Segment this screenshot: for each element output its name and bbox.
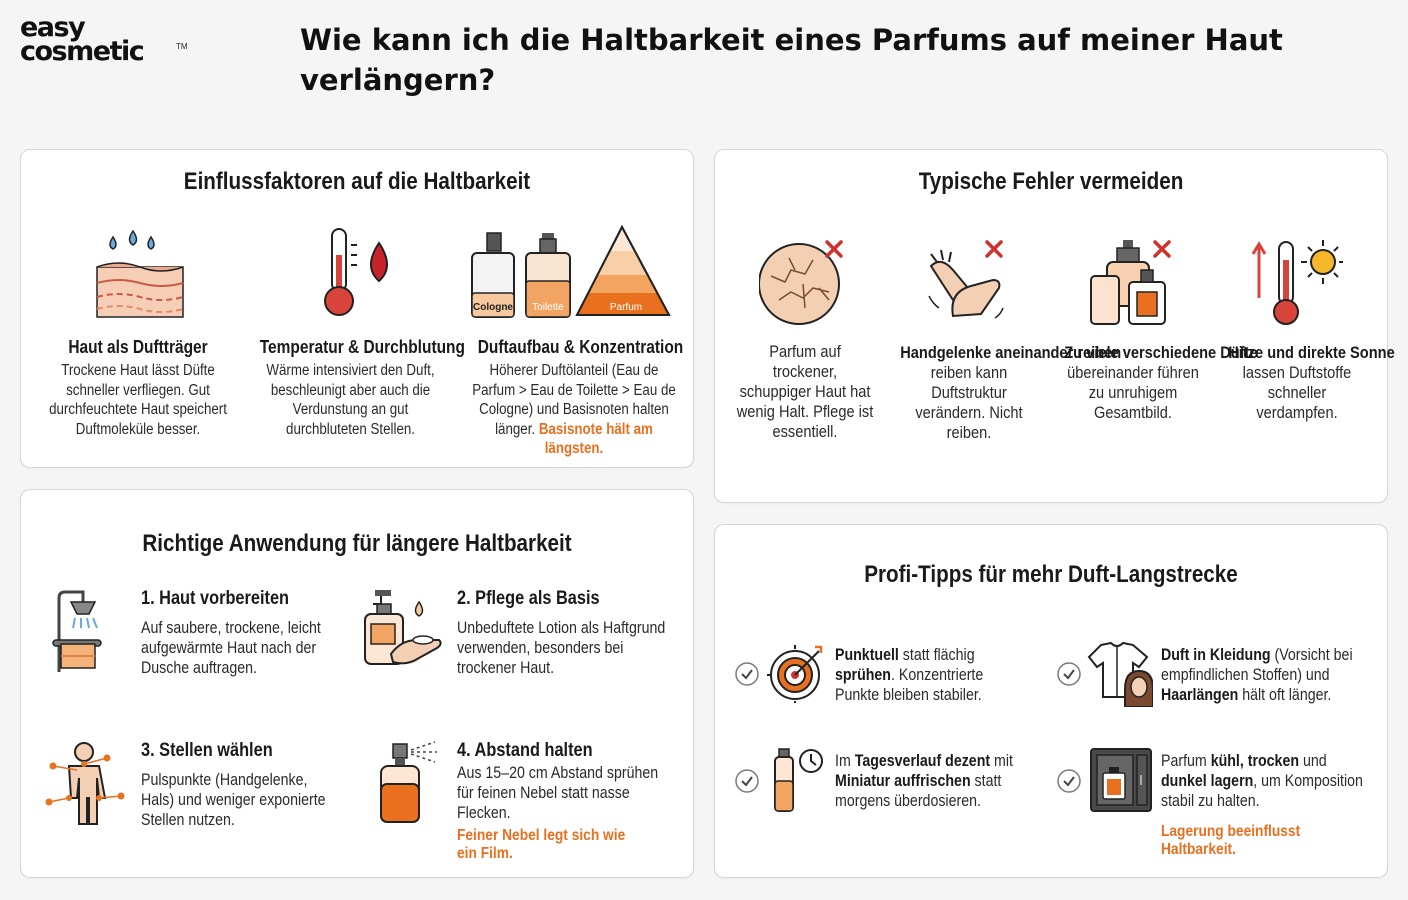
check-icon: [1057, 769, 1081, 793]
tip-refresh-text-0: Im: [835, 752, 855, 770]
tip-clothing-text-2: hält oft länger.: [1238, 686, 1332, 704]
skin-layers-icon: [93, 225, 185, 320]
factor-concentration-highlight: Basisnote hält am längsten.: [538, 420, 653, 457]
step-base-text: Unbeduftete Lotion als Haftgrund verwenden, besonders bei trockener Haut.: [457, 619, 666, 677]
factor-temperature-title: Temperatur & Durchblutung: [259, 337, 465, 357]
tips-heading: Profi-Tipps für mehr Duft-Langstrecke: [864, 561, 1238, 588]
step-prepare-text: Auf saubere, trockene, leicht aufgewärmte Haut nach der Dusche auftragen.: [141, 619, 321, 677]
step-distance: [457, 740, 677, 863]
tip-storage-bold-1: kühl, trocken: [1210, 752, 1300, 770]
tips-panel: [714, 524, 1388, 878]
step-base: [457, 588, 677, 678]
spray-bottle-icon: [377, 740, 439, 826]
shower-icon: [49, 588, 111, 674]
brand-trademark: TM: [176, 42, 188, 51]
label-cologne: Cologne: [473, 302, 513, 313]
heat-sun-icon: [1251, 236, 1343, 328]
step-spots: [141, 740, 361, 830]
mistake-heat-text: lassen Duftstoffe schneller verdampfen.: [1242, 363, 1352, 422]
tip-refresh-text-1: mit: [990, 752, 1013, 770]
lotion-hand-icon: [361, 588, 445, 672]
step-prepare: [141, 588, 351, 678]
factor-concentration-text: Höherer Duftölanteil (Eau de Parfum > Eau de Toilette > Eau de Cologne) und Basisnoten halten länger.: [472, 362, 676, 438]
tip-targeted: [835, 645, 1035, 705]
thermometer-drop-icon: [305, 225, 397, 320]
tip-storage-text-2: , um Komposition stabil zu halten.: [1161, 772, 1363, 810]
factor-temperature-text: Wärme intensiviert den Duft, beschleunigt aber auch die Verdunstung an gut durchbluteten Stellen.: [266, 362, 435, 438]
tip-refresh-bold-1: Tagesverlauf dezent: [854, 752, 991, 770]
tip-refresh-bold-2: Miniatur auffrischen: [835, 772, 971, 790]
tip-clothing: [1161, 645, 1361, 705]
tip-clothing-bold-2: Haarlängen: [1161, 686, 1239, 704]
tip-storage: [1161, 751, 1361, 811]
cabinet-icon: [1089, 747, 1153, 813]
label-parfum: Parfum: [609, 302, 643, 313]
step-distance-text: Aus 15–20 cm Abstand sprühen für feinen Nebel statt nasse Flecken.: [457, 764, 659, 822]
mini-spray-clock-icon: [771, 747, 827, 813]
step-distance-highlight: Feiner Nebel legt sich wie ein Film.: [457, 827, 626, 862]
step-base-title: 2. Pflege als Basis: [457, 588, 600, 609]
tip-targeted-text-1: statt flächig: [898, 646, 975, 664]
application-panel: [20, 489, 694, 878]
mistake-rubbing-bold: Handgelenke aneinander reiben: [900, 343, 1122, 362]
mistake-rubbing-text: reiben kann Duftstruktur verändern. Nicht reiben.: [915, 363, 1023, 442]
brand-line-1: easy: [20, 12, 85, 43]
label-toilette: Toilette: [532, 302, 564, 313]
tip-targeted-bold-1: Punktuell: [835, 646, 899, 664]
target-icon: [767, 643, 825, 703]
pulse-points-icon: [41, 740, 127, 826]
factors-heading: Einflussfaktoren auf die Haltbarkeit: [183, 168, 531, 195]
step-prepare-title: 1. Haut vorbereiten: [141, 588, 290, 609]
step-spots-title: 3. Stellen wählen: [141, 740, 273, 761]
check-icon: [735, 662, 759, 686]
factor-concentration-title: Duftaufbau & Konzentration: [477, 337, 684, 357]
tip-clothing-text-1: (Vorsicht bei empfindlichen Stoffen) und: [1161, 646, 1353, 684]
tip-targeted-bold-2: sprühen: [835, 666, 891, 684]
factor-skin-title: Haut als Duftträger: [68, 337, 209, 357]
mistakes-panel: [714, 149, 1395, 503]
check-icon: [1057, 662, 1081, 686]
tip-storage-text-1: und: [1299, 752, 1327, 770]
check-icon: [735, 769, 759, 793]
mistake-layering-bold: Zu viele verschiedene Düfte: [1064, 343, 1258, 362]
brand-line-2: cosmetic: [20, 36, 144, 67]
tip-storage-text-0: Parfum: [1161, 752, 1211, 770]
tip-storage-bold-2: dunkel lagern: [1161, 772, 1254, 790]
tip-clothing-bold-1: Duft in Kleidung: [1161, 646, 1271, 664]
step-distance-title: 4. Abstand halten: [457, 740, 593, 761]
tip-storage-highlight-wrap: [1161, 823, 1387, 859]
shirt-hair-icon: [1087, 641, 1153, 707]
tip-storage-highlight: Lagerung beeinflusst Haltbarkeit.: [1161, 823, 1301, 858]
tip-refresh: [835, 751, 1035, 811]
mistake-heat-bold: Hitze und direkte Sonne: [1228, 343, 1395, 362]
rubbing-wrists-icon: [923, 236, 1013, 328]
mistake-layering-text: übereinander führen zu unruhigem Gesamtbild.: [1067, 363, 1199, 422]
dry-skin-icon: [759, 236, 849, 328]
many-bottles-icon: [1087, 236, 1179, 328]
mistakes-heading: Typische Fehler vermeiden: [918, 168, 1184, 195]
tip-refresh-text-2: statt morgens überdosieren.: [835, 772, 1002, 810]
application-heading: Richtige Anwendung für längere Haltbarkeit: [142, 530, 572, 557]
factor-skin-text: Trockene Haut lässt Düfte schneller verfliegen. Gut durchfeuchtete Haut speichert Duftmoleküle besser.: [49, 362, 227, 438]
page-title: Wie kann ich die Haltbarkeit eines Parfums auf meiner Haut verlängern?: [300, 23, 1283, 97]
mistake-dry-skin-text: Parfum auf trockener, schuppiger Haut hat wenig Halt. Pflege ist essentiell.: [736, 342, 874, 441]
step-spots-text: Pulspunkte (Handgelenke, Hals) und weniger exponierte Stellen nutzen.: [141, 771, 326, 829]
factors-panel: [20, 149, 694, 468]
brand-logo: [20, 12, 190, 72]
tip-targeted-text-2: . Konzentrierte Punkte bleiben stabiler.: [835, 666, 984, 704]
